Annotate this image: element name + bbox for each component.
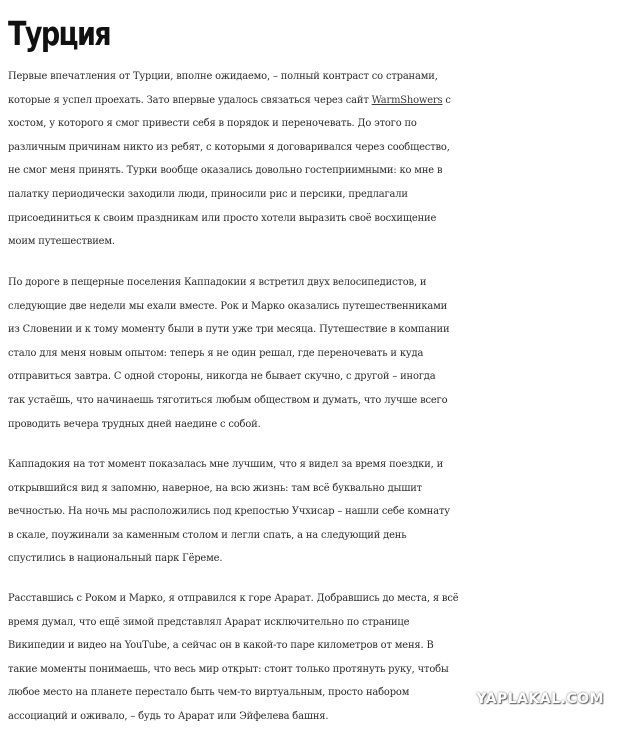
text-line: любое место на планете перестало быть чем-то виртуальным, просто набором <box>8 687 410 699</box>
paragraph-1 <box>8 65 629 254</box>
paragraph-4 <box>8 587 629 729</box>
text-line: в скале, поужинали за каменным столом и легли спать, а на следующий день <box>8 529 407 541</box>
text-line: моим путешествием. <box>8 236 115 248</box>
text-line: спустились в национальный парк Гёреме. <box>8 553 223 565</box>
text-line <box>8 89 629 113</box>
warmshowers-link[interactable]: WarmShowers <box>371 94 443 106</box>
text-line: Расставшись с Роком и Марко, я отправился к горе Арарат. Добравшись до места, я всё <box>8 593 459 604</box>
text-line: По дороге в пещерные поселения Каппадокии я встретил двух велосипедистов, и <box>8 277 427 288</box>
text-line: Каппадокия на тот момент показалась мне лучшим, что я видел за время поездки, и <box>8 459 444 470</box>
text-line: Википедии и видео на YouTube, а сейчас он в какой-то паре километров от меня. В <box>8 640 434 652</box>
text-line: открывшийся вид я запомню, наверное, на всю жизнь: там всё буквально дышит <box>8 482 422 494</box>
text-line: следующие две недели мы ехали вместе. Рок и Марко оказались путешественниками <box>8 300 448 312</box>
paragraph-2 <box>8 271 629 436</box>
text-line: из Словении и к тому моменту были в пути уже три месяца. Путешествие в компании <box>8 324 450 336</box>
text-line: проводить вечера трудных дней наедине с собой. <box>8 418 261 430</box>
text-line: хостом, у которого я смог привести себя в порядок и переночевать. До этого по <box>8 118 417 130</box>
text-line: присоединиться к своим праздникам или просто хотели выразить своё восхищение <box>8 212 437 224</box>
text-line: палатку периодически заходили люди, приносили рис и персики, предлагали <box>8 188 408 200</box>
paragraph-3 <box>8 453 629 571</box>
text-line: вечностью. На ночь мы расположились под крепостью Учхисар – нашли себе комнату <box>8 506 450 518</box>
text-fragment: с <box>442 94 451 106</box>
text-line: отправиться завтра. С одной стороны, никогда не бывает скучно, с другой – иногда <box>8 371 436 383</box>
text-line: стало для меня новым опытом: теперь я не один решал, где переночевать и куда <box>8 347 424 359</box>
text-line: ассоциаций и оживало, – будь то Арарат или Эйфелева башня. <box>8 710 329 722</box>
text-line: не смог меня принять. Турки вообще оказались довольно гостеприимными: ко мне в <box>8 165 443 177</box>
text-line: так устаёшь, что начинаешь тяготиться любым обществом и думать, что лучше всего <box>8 394 448 406</box>
site-watermark: YAPLAKAL.COM <box>476 691 604 707</box>
text-line: время думал, что ещё зимой представлял Арарат исключительно по странице <box>8 616 410 628</box>
article-title: Турция <box>8 14 111 53</box>
text-line: такие моменты понимаешь, что весь мир открыт: стоит только протянуть руку, чтобы <box>8 663 449 675</box>
text-fragment: которые я успел проехать. Зато впервые удалось связаться через сайт <box>8 94 372 106</box>
text-line: Первые впечатления от Турции, вполне ожидаемо, – полный контраст со странами, <box>8 71 438 82</box>
text-line: различным причинам никто из ребят, с которыми я договаривался через сообщество, <box>8 141 450 153</box>
